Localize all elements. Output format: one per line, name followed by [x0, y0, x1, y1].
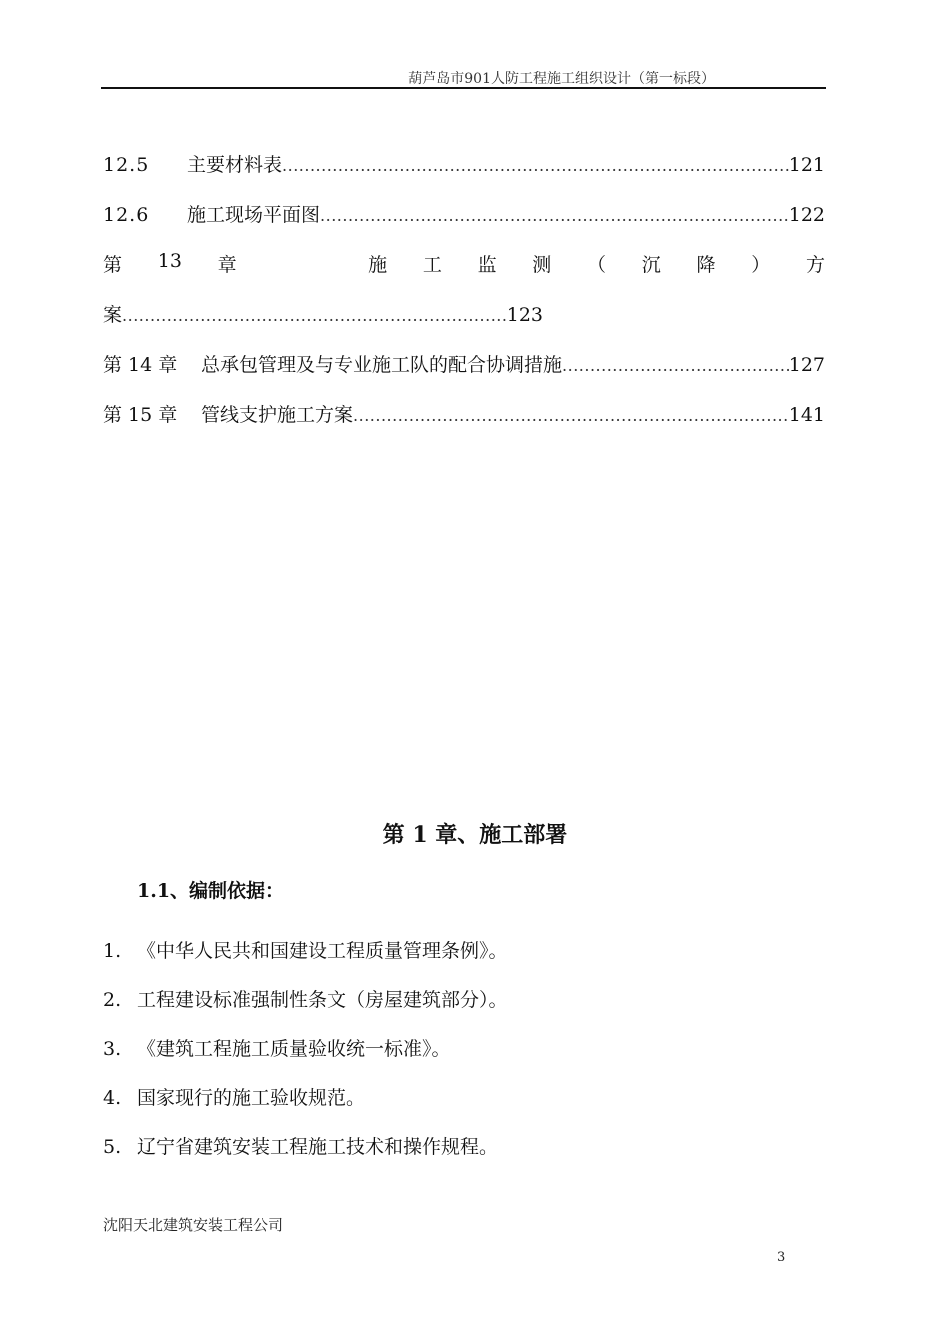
- toc-entry-title: 总承包管理及与专业施工队的配合协调措施: [201, 354, 563, 376]
- toc-entry-title: 主要材料表: [187, 154, 283, 176]
- toc-leader-dots: [562, 356, 789, 375]
- list-item: [103, 985, 508, 1012]
- toc-leader-dots: [122, 306, 507, 325]
- toc-entry-title: 管线支护施工方案: [201, 404, 354, 426]
- toc-leader-dots: [353, 406, 789, 425]
- toc-gap: [272, 250, 332, 277]
- toc-entry-page: 123: [506, 304, 543, 326]
- list-item-text: 《中华人民共和国建设工程质量管理条例》。: [137, 940, 508, 962]
- toc-word: ）: [751, 254, 771, 276]
- list-item: [103, 1132, 498, 1159]
- toc-chapter-15: [103, 400, 825, 428]
- toc-entry-page: 121: [788, 154, 825, 176]
- list-item-text: 工程建设标准强制性条文（房屋建筑部分）。: [137, 989, 508, 1011]
- toc-entry-number: 12.5: [103, 154, 150, 176]
- toc-entry-number: 12.6: [103, 204, 150, 226]
- toc-word: 第: [103, 254, 123, 276]
- toc-word: 方: [805, 254, 825, 276]
- toc-chapter-14: [103, 350, 825, 378]
- footer-company: 沈阳天北建筑安装工程公司: [103, 1216, 284, 1234]
- list-item: [103, 1034, 451, 1061]
- toc-chapter-label: 第 15 章: [103, 404, 178, 426]
- toc-word: 测: [532, 254, 552, 276]
- toc-word: 监: [477, 254, 497, 276]
- toc-leader-dots: [282, 156, 789, 175]
- toc-word: 施: [368, 254, 388, 276]
- toc-entry-page: 122: [788, 204, 825, 226]
- list-item-number: 4.: [103, 1087, 122, 1109]
- list-item-text: 国家现行的施工验收规范。: [137, 1087, 366, 1109]
- list-item-number: 3.: [103, 1038, 122, 1060]
- toc-entry-page: 127: [788, 354, 825, 376]
- toc-entry-12-6: [103, 200, 825, 228]
- list-item-number: 5.: [103, 1136, 122, 1158]
- toc-chapter-13-continuation: [103, 300, 543, 328]
- list-item-number: 2.: [103, 989, 122, 1011]
- toc-entry-12-5: [103, 150, 825, 178]
- header-rule: [101, 87, 826, 89]
- toc-word: （: [587, 254, 607, 276]
- toc-word: 沉: [641, 254, 661, 276]
- list-item-text: 《建筑工程施工质量验收统一标准》。: [137, 1038, 451, 1060]
- toc-entry-title: 施工现场平面图: [187, 204, 321, 226]
- list-item: [103, 1083, 365, 1110]
- chapter-title: 第 1 章、施工部署: [382, 822, 568, 848]
- toc-word: 降: [696, 254, 716, 276]
- list-item-text: 辽宁省建筑安装工程施工技术和操作规程。: [137, 1136, 499, 1158]
- toc-chapter-label: 第 14 章: [103, 354, 178, 376]
- page-header-title: 葫芦岛市901人防工程施工组织设计（第一标段）: [408, 71, 715, 87]
- section-title: 1.1、编制依据：: [137, 880, 285, 902]
- toc-word: 章: [217, 254, 237, 276]
- toc-entry-page: 141: [788, 404, 825, 426]
- list-item-number: 1.: [103, 940, 122, 962]
- toc-word: 工: [422, 254, 442, 276]
- toc-chapter-13-line: [103, 250, 825, 277]
- toc-leader-dots: [320, 206, 789, 225]
- toc-word: 13: [157, 250, 182, 272]
- list-item: [103, 936, 508, 963]
- page-number: 3: [777, 1250, 786, 1265]
- toc-entry-title: 案: [103, 304, 123, 326]
